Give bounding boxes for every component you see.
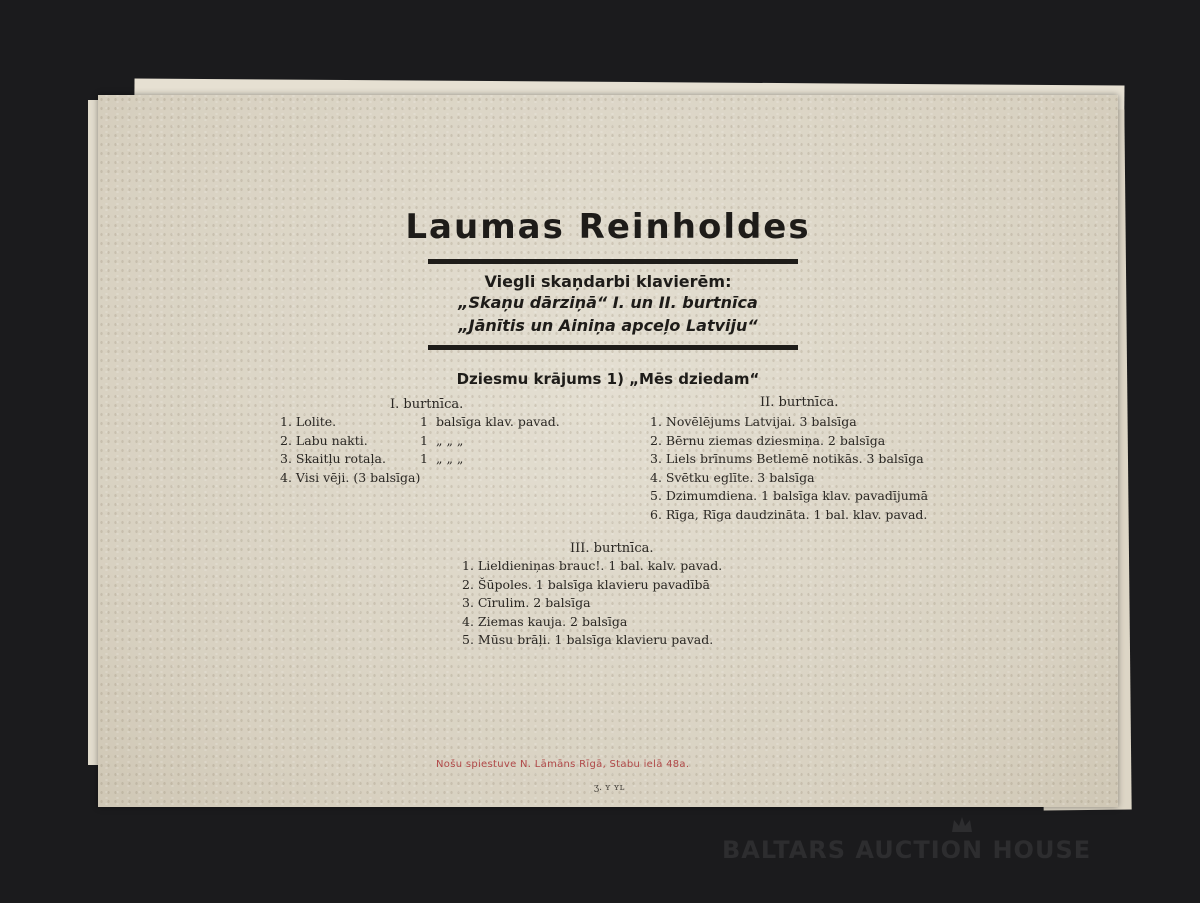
list-item: 4. Ziemas kauja. 2 balsīga [462, 613, 628, 629]
divider-rule-bottom [428, 345, 798, 350]
list-item: 3. Skaitļu rotaļa. 1 „ „ „ [280, 451, 464, 466]
volume-1-title: I. burtnīca. [390, 397, 464, 412]
divider-rule-top [428, 259, 798, 264]
title-page [98, 95, 1118, 807]
list-item: 4. Visi vēji. (3 balsīga) [280, 469, 421, 485]
list-item: 2. Bērnu ziemas dziesmiņa. 2 balsīga [650, 432, 886, 448]
volume-3-list [462, 557, 722, 650]
volume-3-title: III. burtnīca. [570, 541, 654, 556]
list-item: 6. Rīga, Rīga daudzināta. 1 bal. klav. pavad. [650, 506, 928, 522]
subtitle-line-3: „Jānītis un Ainiņa apceļo Latviju“ [458, 316, 758, 335]
list-item: 3. Liels brīnums Betlemē notikās. 3 balsīga [650, 451, 924, 466]
subtitle-line-2: „Skaņu dārziņā“ I. un II. burtnīca [458, 293, 758, 312]
auction-watermark: BALTARS AUCTION HOUSE [722, 836, 1092, 864]
composer-title: Laumas Reinholdes [405, 207, 811, 247]
volume-1-list [280, 413, 560, 487]
handwritten-mark: ʒ. ʏ ʏʟ [594, 783, 625, 793]
list-item: 4. Svētku eglīte. 3 balsīga [650, 469, 815, 485]
collection-title: Dziesmu krājums 1) „Mēs dziedam“ [456, 370, 760, 388]
list-item: 5. Dzimumdiena. 1 balsīga klav. pavadījumā [650, 488, 929, 503]
volume-2-title: II. burtnīca. [760, 395, 839, 410]
list-item: 5. Mūsu brāļi. 1 balsīga klavieru pavad. [462, 632, 714, 647]
volume-2-list [650, 413, 928, 524]
list-item: 2. Labu nakti. 1 „ „ „ [280, 432, 464, 448]
list-item: 1. Lolite. 1 balsīga klav. pavad. [280, 414, 560, 429]
list-item: 3. Cīrulim. 2 balsīga [462, 595, 591, 610]
subtitle-line-1: Viegli skaņdarbi klavierēm: [484, 272, 732, 291]
list-item: 1. Lieldieniņas brauc!. 1 bal. kalv. pavad. [462, 558, 723, 573]
list-item: 2. Šūpoles. 1 balsīga klavieru pavadībā [462, 576, 710, 592]
list-item: 1. Novēlējums Latvijai. 3 balsīga [650, 414, 857, 429]
printer-imprint: Nošu spiestuve N. Lāmāns Rīgā, Stabu ielā 48a. [436, 759, 690, 770]
